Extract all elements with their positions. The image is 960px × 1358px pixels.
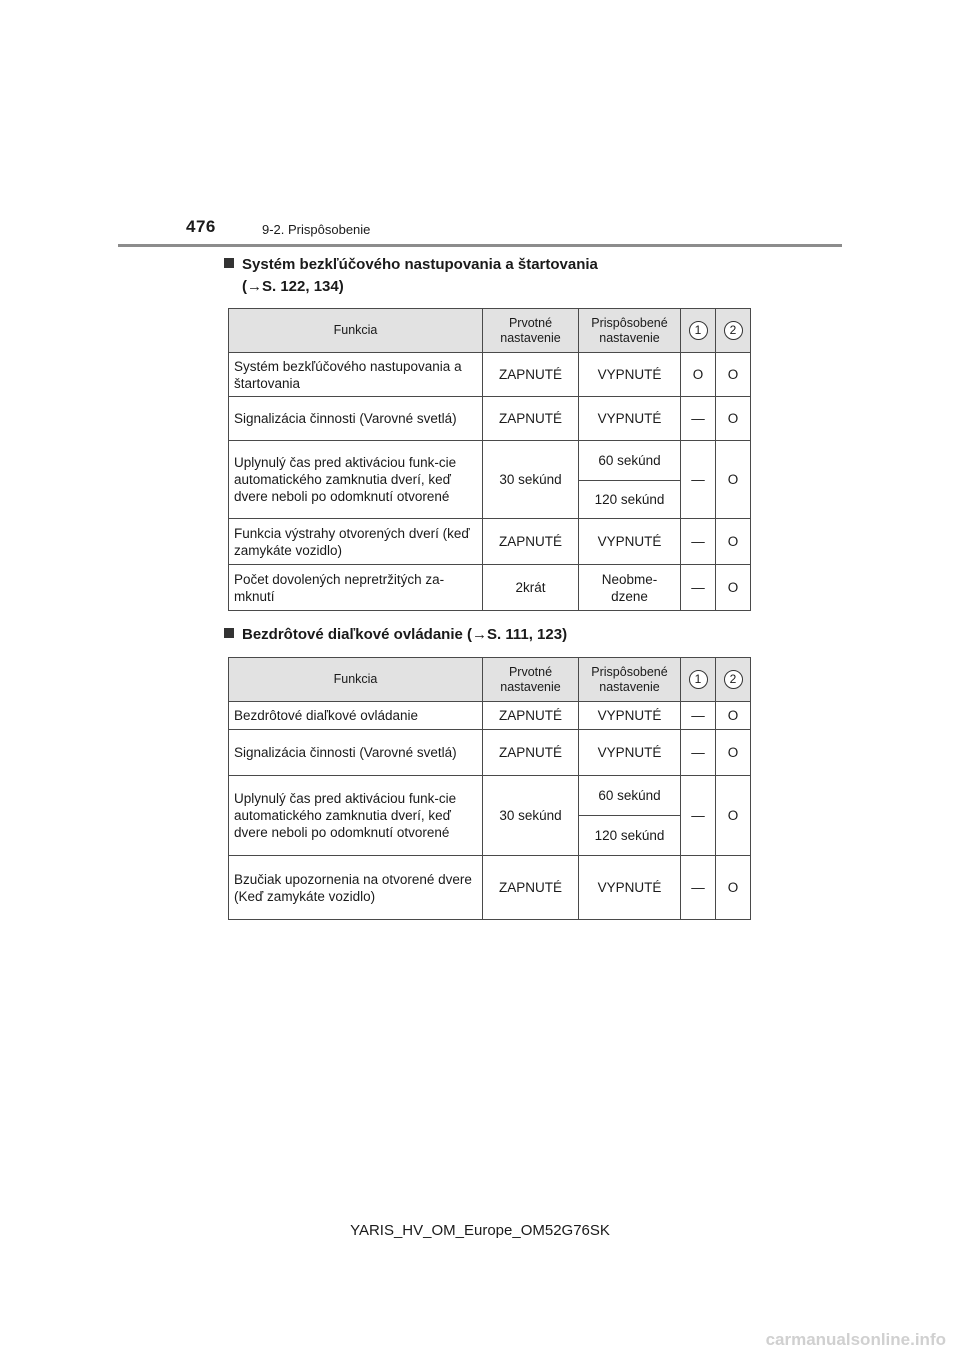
function-cell: Signalizácia činnosti (Varovné svetlá) [229, 730, 483, 776]
mark-1-cell: — [681, 702, 716, 730]
mark-1-cell: — [681, 519, 716, 565]
custom-cell: 60 sekúnd [579, 441, 681, 481]
mark-1-cell: — [681, 730, 716, 776]
custom-cell: VYPNUTÉ [579, 730, 681, 776]
mark-1-cell: — [681, 776, 716, 856]
settings-table-remote [228, 657, 751, 920]
column-header-function: Funkcia [229, 309, 483, 353]
mark-2-cell: O [716, 353, 751, 397]
initial-cell: ZAPNUTÉ [483, 702, 579, 730]
initial-cell: 30 sekúnd [483, 441, 579, 519]
table-row [229, 353, 751, 397]
mark-2-cell: O [716, 856, 751, 920]
mark-2-cell: O [716, 519, 751, 565]
section-heading-remote [224, 624, 567, 646]
column-header-1 [681, 658, 716, 702]
column-header-function: Funkcia [229, 658, 483, 702]
table-row [229, 856, 751, 920]
mark-2-cell: O [716, 702, 751, 730]
table-row [229, 441, 751, 481]
custom-cell: VYPNUTÉ [579, 397, 681, 441]
document-code: YARIS_HV_OM_Europe_OM52G76SK [350, 1222, 610, 1239]
section-heading-text: Bezdrôtové diaľkové ovládanie (→S. 111, 123) [242, 626, 568, 643]
section-title: 9-2. Prispôsobenie [262, 222, 371, 237]
mark-2-cell: O [716, 730, 751, 776]
mark-2-cell: O [716, 565, 751, 611]
custom-cell: VYPNUTÉ [579, 856, 681, 920]
site-watermark: carmanualsonline.info [765, 1330, 946, 1349]
function-cell: Počet dovolených nepretržitých za-mknutí [229, 565, 483, 611]
function-cell: Systém bezkľúčového nastupovania a štartovania [229, 353, 483, 397]
table-header-row [229, 309, 751, 353]
function-cell: Uplynulý čas pred aktiváciou funk-cie automatického zamknutia dverí, keď dvere neboli po odomknutí otvorené [229, 776, 483, 856]
table-header-row [229, 658, 751, 702]
circled-number-1-icon: 1 [689, 321, 708, 340]
page-number: 476 [186, 217, 216, 236]
column-header-custom: Prispôsobené nastavenie [579, 309, 681, 353]
custom-cell: VYPNUTÉ [579, 702, 681, 730]
function-cell: Bezdrôtové diaľkové ovládanie [229, 702, 483, 730]
initial-cell: ZAPNUTÉ [483, 397, 579, 441]
function-cell: Bzučiak upozornenia na otvorené dvere (Keď zamykáte vozidlo) [229, 856, 483, 920]
custom-cell: VYPNUTÉ [579, 519, 681, 565]
column-header-2 [716, 658, 751, 702]
section-heading-ref: (→S. 122, 134) [242, 278, 344, 295]
mark-1-cell: — [681, 397, 716, 441]
mark-2-cell: O [716, 441, 751, 519]
custom-cell: Neobme-dzene [579, 565, 681, 611]
custom-cell: 120 sekúnd [579, 481, 681, 519]
table-row [229, 730, 751, 776]
initial-cell: ZAPNUTÉ [483, 353, 579, 397]
initial-cell: ZAPNUTÉ [483, 519, 579, 565]
mark-2-cell: O [716, 776, 751, 856]
column-header-initial: Prvotné nastavenie [483, 658, 579, 702]
section-heading-keyless [224, 254, 598, 298]
header-divider [118, 244, 842, 247]
custom-cell: 60 sekúnd [579, 776, 681, 816]
mark-1-cell: — [681, 856, 716, 920]
custom-cell: 120 sekúnd [579, 816, 681, 856]
table-row [229, 776, 751, 816]
square-bullet-icon [224, 258, 234, 268]
column-header-1 [681, 309, 716, 353]
table-row [229, 519, 751, 565]
mark-1-cell: — [681, 565, 716, 611]
function-cell: Uplynulý čas pred aktiváciou funk-cie automatického zamknutia dverí, keď dvere neboli po odomknutí otvorené [229, 441, 483, 519]
table-row [229, 565, 751, 611]
table-row [229, 702, 751, 730]
custom-cell: VYPNUTÉ [579, 353, 681, 397]
initial-cell: 2krát [483, 565, 579, 611]
initial-cell: 30 sekúnd [483, 776, 579, 856]
circled-number-2-icon: 2 [724, 670, 743, 689]
column-header-initial: Prvotné nastavenie [483, 309, 579, 353]
square-bullet-icon [224, 628, 234, 638]
circled-number-2-icon: 2 [724, 321, 743, 340]
initial-cell: ZAPNUTÉ [483, 856, 579, 920]
circled-number-1-icon: 1 [689, 670, 708, 689]
column-header-custom: Prispôsobené nastavenie [579, 658, 681, 702]
initial-cell: ZAPNUTÉ [483, 730, 579, 776]
settings-table-keyless [228, 308, 751, 611]
function-cell: Signalizácia činnosti (Varovné svetlá) [229, 397, 483, 441]
section-heading-text: Systém bezkľúčového nastupovania a štartovania [242, 256, 598, 273]
mark-1-cell: — [681, 441, 716, 519]
function-cell: Funkcia výstrahy otvorených dverí (keď zamykáte vozidlo) [229, 519, 483, 565]
mark-2-cell: O [716, 397, 751, 441]
column-header-2 [716, 309, 751, 353]
table-row [229, 397, 751, 441]
mark-1-cell: O [681, 353, 716, 397]
